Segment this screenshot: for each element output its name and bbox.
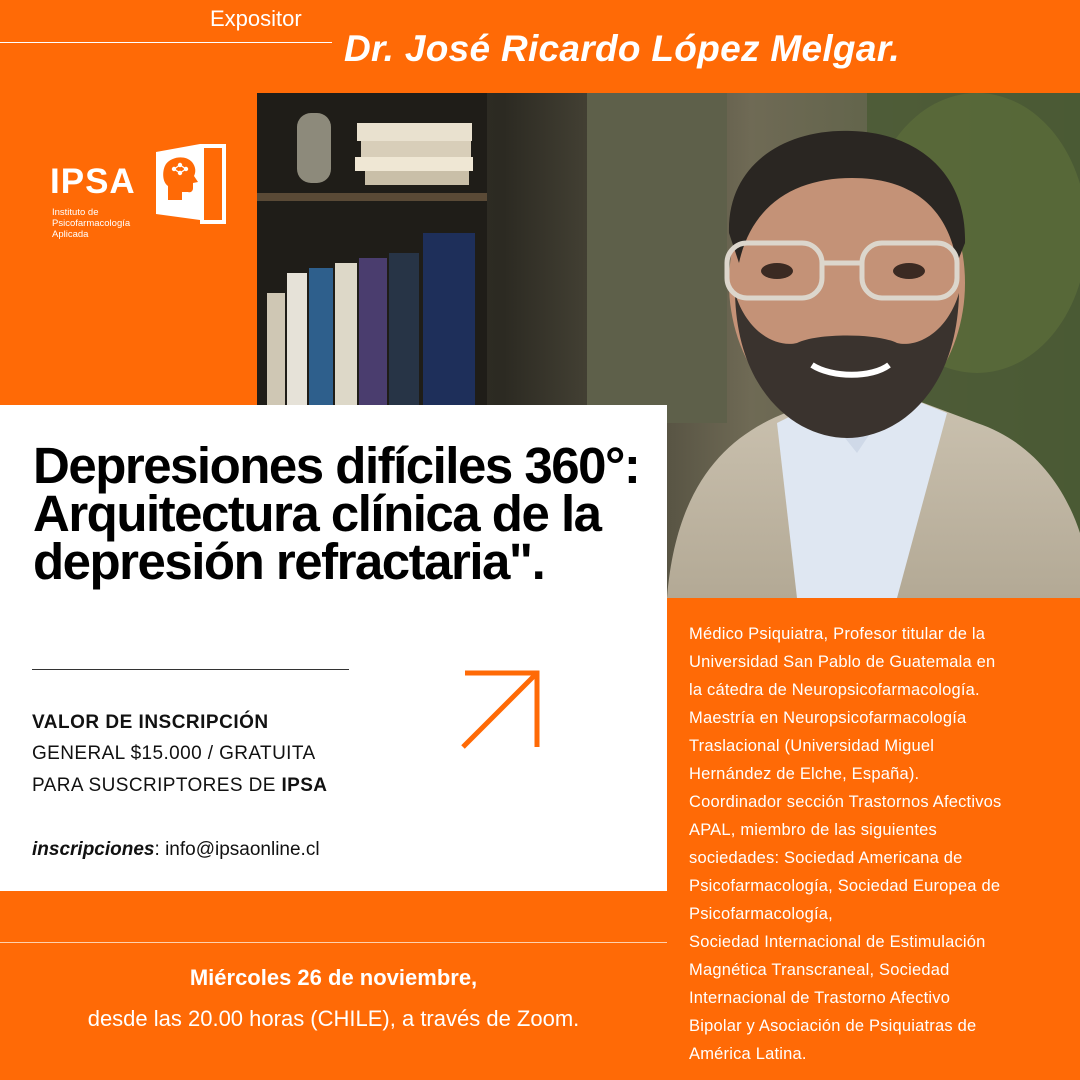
bio-line: Psicofarmacología, Sociedad Europea de (689, 877, 1001, 895)
header-divider (0, 42, 332, 43)
schedule-divider (0, 942, 667, 943)
logo-subtitle-line: Psicofarmacología (52, 218, 131, 229)
fee-heading: VALOR DE INSCRIPCIÓN (32, 712, 269, 733)
speaker-bio (689, 620, 1069, 1068)
bio-line: Maestría en Neuropsicofarmacología (689, 709, 967, 727)
contact-line (32, 839, 320, 861)
event-time: desde las 20.00 horas (CHILE), a través de Zoom. (87, 1006, 580, 1031)
bio-line: Bipolar y Asociación de Psiquiatras de (689, 1017, 977, 1035)
contact-email[interactable]: info@ipsaonline.cl (165, 839, 320, 860)
fee-general: GENERAL $15.000 / GRATUITA (32, 743, 316, 764)
bio-line: la cátedra de Neuropsicofarmacología. (689, 681, 980, 699)
logo-subtitle-line: Aplicada (52, 229, 89, 240)
bio-line: Universidad San Pablo de Guatemala en (689, 653, 996, 671)
logo-subtitle (52, 207, 162, 240)
bio-line: Coordinador sección Trastornos Afectivos (689, 793, 1002, 811)
bio-line: Traslacional (Universidad Miguel (689, 737, 935, 755)
event-date: Miércoles 26 de noviembre, (189, 965, 478, 990)
bio-line: Magnética Transcraneal, Sociedad (689, 961, 950, 979)
title-divider (32, 669, 349, 670)
event-title: Depresiones difíciles 360°: Arquitectura clínica de la depresión refractaria". (33, 437, 640, 590)
bio-line: Internacional de Trastorno Afectivo (689, 989, 951, 1007)
arrow-up-right-icon (455, 665, 545, 755)
expositor-label: Expositor (210, 6, 302, 31)
logo-subtitle-line: Instituto de (52, 207, 99, 218)
fee-subscribers-text: PARA SUSCRIPTORES DE (32, 775, 282, 796)
fee-subscribers (32, 775, 327, 797)
fee-subscribers-brand: IPSA (281, 775, 328, 796)
bio-line: Sociedad Internacional de Estimulación (689, 933, 986, 951)
contact-label: inscripciones (32, 839, 155, 860)
logo-text: IPSA (50, 162, 136, 201)
bio-line: APAL, miembro de las siguientes (689, 821, 938, 839)
bio-line: América Latina. (689, 1045, 807, 1063)
head-brain-book-icon (152, 142, 226, 224)
contact-separator: : (154, 839, 166, 860)
bio-line: Médico Psiquiatra, Profesor titular de la (689, 625, 986, 643)
bio-line: Psicofarmacología, (689, 905, 833, 923)
bio-line: Hernández de Elche, España). (689, 765, 920, 783)
speaker-name: Dr. José Ricardo López Melgar. (344, 28, 900, 69)
bio-line: sociedades: Sociedad Americana de (689, 849, 963, 867)
